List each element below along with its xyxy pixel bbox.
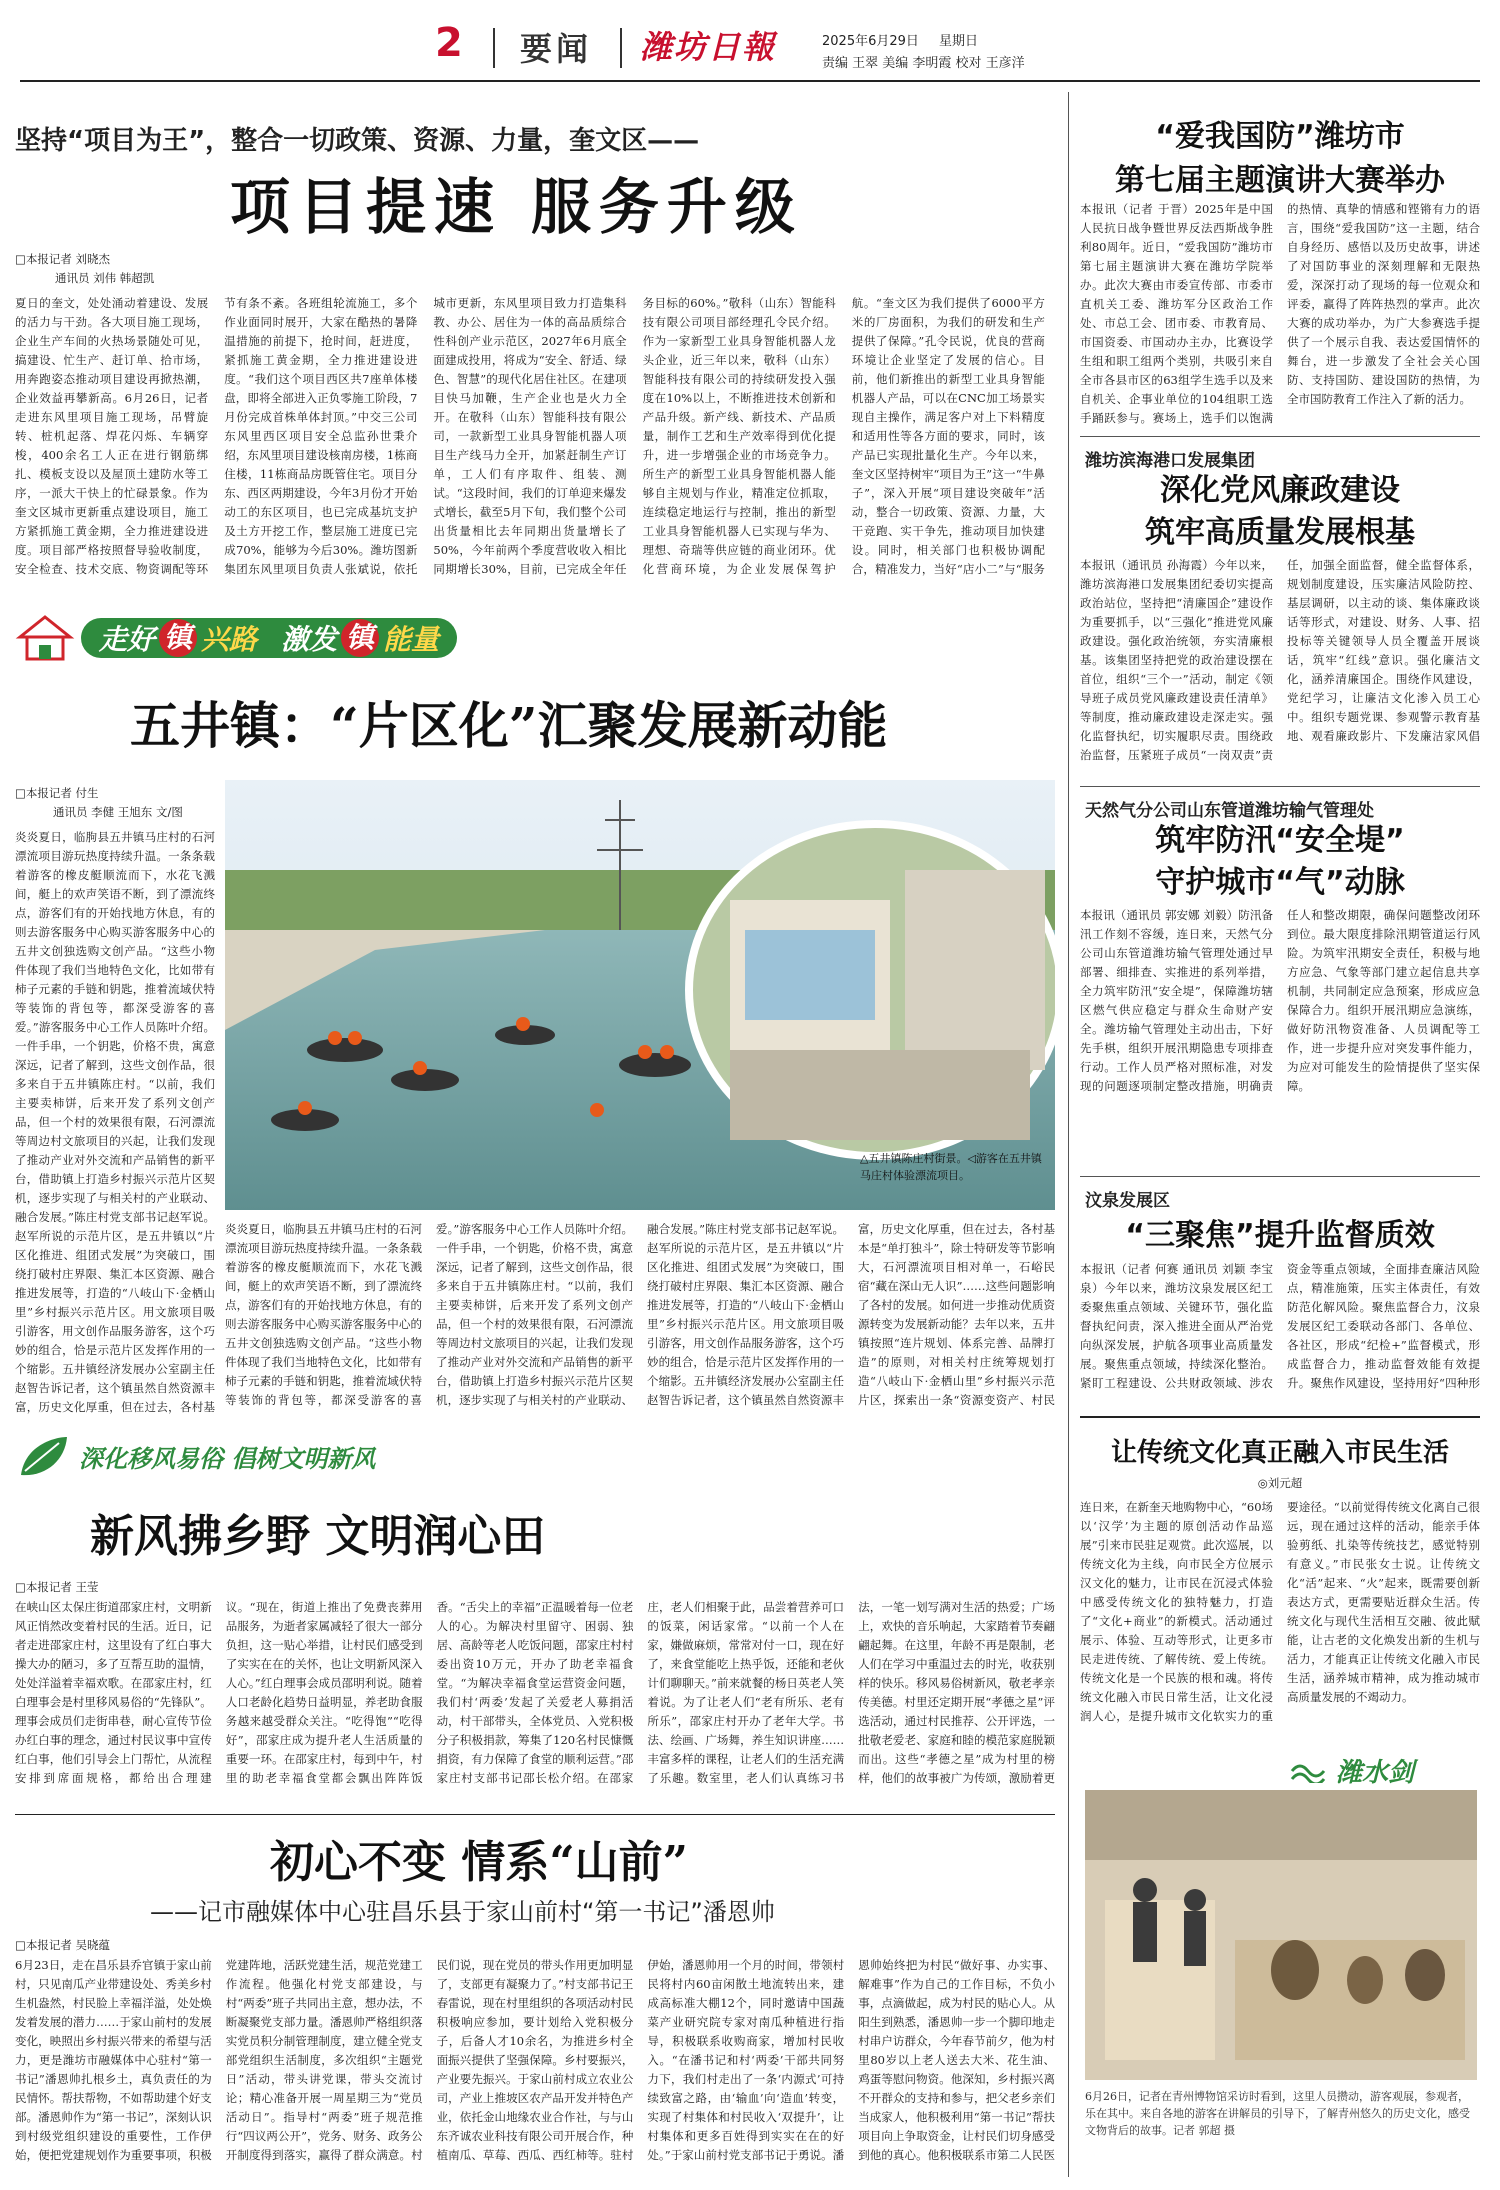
editor-credits: 责编 王翠 美编 李明霞 校对 王彦洋: [822, 56, 1025, 71]
article1-title: 项目提速 服务升级: [230, 173, 803, 243]
banner-ribbon: [81, 618, 457, 658]
wave-icon: [1290, 1759, 1330, 1783]
article8-kicker: 汶泉发展区: [1085, 1191, 1170, 1211]
weekday: 星期日: [939, 34, 979, 49]
byline-line: □本报记者 刘晓杰: [15, 252, 111, 266]
banner-word: 能量: [383, 623, 440, 656]
banner-text: 深化移风易俗 倡树文明新风: [79, 1444, 376, 1473]
article9-title: 让传统文化真正融入市民生活: [1110, 1438, 1449, 1468]
right-section-rule: [1080, 786, 1480, 787]
photo-rafting: [225, 780, 1055, 1210]
photo-rafting-image: [225, 780, 1055, 1210]
photo-museum-caption: 6月26日，记者在青州博物馆采访时看到，这里人员攒动，游客观展，参观者，乐在其中。来自各地的游客在讲解员的引导下，了解青州悠久的历史文化，感受文物背后的故事。记者 郭超 摄: [1085, 2090, 1470, 2137]
article1-byline: [15, 250, 255, 288]
article1-body: 夏日的奎文，处处涌动着建设、发展的活力与干劲。各大项目施工现场，企业生产车间的火热场景随处可见，搞建设、忙生产、赶订单、拾市场，用奔跑姿态推动项目建设再掀热潮，企业效益再攀新高。6月26日，记者走进东风里项目施工现场，吊臂旋转、桩机起落、焊花闪烁、车辆穿梭，400余名工人正在进行钢筋绑扎、模板支设以及屋顶土建防水等工序，一派大干快上的忙碌景象。作为奎文区城市更新重点建设项目，施工方紧抓施工黄金期，全力推进建设进度。项目部严格按照督导验收制度，安全检查、技术交底、物资调配等环节有条不紊。各班组轮流施工，多个作业面同时展开，大家在酷热的暑降温措施的前提下，抢时间，赶进度，紧抓施工黄金期，全力推进建设进度。“我们这个项目西区共7座单体楼盘，即将全部进入正负零施工阶段，7月份完成首株单体封顶。”中交三公司东风里西区项目安全总监孙世秉介绍，东风里项目建设核南房楼，1栋商住楼，11栋商品房既管住宅。项目分东、西区两期建设，今年3月份才开始动工的东区项目，也已完成基坑支护及土方开挖工作，整层施工进度已完成70%，能够为今后30%。潍坊图新集团东风里项目负责人张斌说，依托城市更新，东风里项目致力打造集科教、办公、居住为一体的高品质综合性科创产业示范区，2027年6月底全面建成投用，将成为“安全、舒适、绿色、智慧”的现代化居住社区。在建项目快马加鞭，生产企业也是火力全开。在敬科（山东）智能科技有限公司，一款新型工业具身智能机器人项目生产线马力全开，加紧赶制生产订单，工人们有序取件、组装、测试。“这段时间，我们的订单迎来爆发式增长，截至5月下旬，我们整个公司出货量相比去年同期出货量增长了50%，今年前两个季度营收收入相比同期增长30%，目前，已完成全年任务目标的60%。”敬科（山东）智能科技有限公司项目部经理孔令民介绍。作为一家新型工业具身智能机器人龙头企业，近三年以来，敬科（山东）智能科技有限公司的持续研发投入强度在10%以上，不断推进技术创新和产品升级。新产线、新技术、产品质量，制作工艺和生产效率得到优化提升，进一步增强企业的市场竞争力。所生产的新型工业具身智能机器人能够自主规划与作业，精准定位抓取，连续稳定地运行与控制，推出的新型工业具身智能机器人已实现与华为、理想、奇瑞等供应链的商业闭环。优化营商环境，为企业发展保驾护航。“奎文区为我们提供了6000平方米的厂房面积，为我们的研发和生产提供了保障。”孔令民说，优良的营商环境让企业坚定了发展的信心。目前，他们新推出的新型工业具身智能机器人产品，可以在CNC加工场景实现自主操作，满足客户对上下料精度和适用性等各方面的要求，同时，该产品已实现批量化生产。今年以来，奎文区坚持树牢“项目为王”这一“牛鼻子”，深入开展“项目建设突破年”活动，整合一切政策、资源、力量，大干竞跑、实干争先，推动项目加快建设。同时，相关部门也积极协调配合，精准发力，当好“店小二”与“服务: [15, 296, 1045, 576]
article3-body: 在峡山区太保庄街道邵家庄村，文明新风正悄然改变着村民的生活。近日，记者走进邵家庄村，这里设有了红白事大操大办的陋习，多了互帮互助的温情，处处洋溢着幸福欢歌。在邵家庄村，红白理事会是村里移风易俗的“先锋队”。理事会成员们走街串巷，耐心宣传节俭办红白事的理念，通过村民议事中宣传红白事，他们引导会上门帮忙，从流程安排到席面规格，都给出合理建议。“现在，街道上推出了免费丧葬用品服务，为逝者家属减轻了很大一部分负担，这一贴心举措，让村民们感受到了实实在在的关怀，也让文明新风深入人心。”红白理事会成员邵明利说。随着人口老龄化趋势日益明显，养老助食服务越来越受群众关注。“吃得饱”“吃得好”，邵家庄成为提升老人生活质量的重要一环。在邵家庄村，每到中午，村里的助老幸福食堂都会飘出阵阵饭香。“舌尖上的幸福”正温暖着每一位老人的心。为解决村里留守、困弱、独居、高龄等老人吃饭问题，邵家庄村村委出资10万元，开办了助老幸福食堂。“为解决幸福食堂运营资金问题，我们村‘两委’发起了关爱老人募捐活动，村干部带头，全体党员、入党积极分子积极捐款，筹集了120名村民慷慨捐资，有力保障了食堂的顺利运营。”邵家庄村支部书记邵长松介绍。在邵家庄，老人们相聚于此，品尝着营养可口的饭菜，闲话家常。“以前一个人在家，嫌做麻烦，常常对付一口，现在好了，来食堂能吃上热乎饭，还能和老伙计们聊聊天。”前来就餐的杨日英老人笑着说。为了让老人们“老有所乐、老有所乐”，邵家庄村开办了老年大学。书法、绘画、广场舞，养生知识讲座……丰富多样的课程，让老人们的生活充满了乐趣。数室里，老人们认真练习书法，一笔一划写满对生活的热爱；广场上，欢快的音乐响起，大家踏着节奏翩翩起舞。在这里，年龄不再是限制，老人们在学习中重温过去的时光，收获别样的快乐。移风易俗树新风，敬老孝亲传美德。村里还定期开展“孝德之星”评选活动，通过村民推荐、公开评选，一批敬老爱老、家庭和睦的模范家庭脱颖而出。这些“孝德之星”成为村里的榜样，他们的故事被广为传颂，激励着更: [15, 1600, 1055, 1785]
right-section-rule: [1080, 1416, 1480, 1418]
photo-column-title: 潍水剑: [1336, 1758, 1415, 1788]
title-line: 筑牢防汛“安全堤”: [1155, 823, 1405, 858]
article8-title: “三聚焦”提升监督质效: [1125, 1218, 1435, 1253]
article4-title: 初心不变 情系“山前”: [270, 1837, 688, 1888]
section-rule: [15, 1814, 1055, 1815]
byline-line: 通讯员 刘伟 韩超凯: [55, 271, 155, 285]
article8-body: 本报讯（记者 何赛 通讯员 刘颖 李宝泉）今年以来，潍坊汶泉发展区纪工委聚焦重点领域、关键环节，强化监督执纪问责，深入推进全面从严治党向纵深发展，护航各项事业高质量发展。聚焦重点领域，持续深化整治。紧盯工程建设、公共财政领域、涉农资金等重点领域，全面排查廉洁风险点，精准施策，压实主体责任，有效防范化解风险。聚焦监督合力，汶泉发展区纪工委联动各部门、各单位、各社区，形成“纪检+”监督模式，形成监督合力，推动监督效能有效提升。聚焦作风建设，坚持用好“四种形: [1080, 1262, 1480, 1390]
article3-title: 新风拂乡野 文明润心田: [90, 1511, 546, 1562]
house-icon: [15, 613, 75, 663]
photo-museum-image: [1085, 1790, 1477, 2080]
article6-body: 本报讯（通讯员 孙海霞）今年以来，潍坊滨海港口发展集团纪委切实提高政治站位，坚持把“清廉国企”建设作为重要抓手，以“三强化”推进党风廉政建设。强化政治统领，夯实清廉根基。该集团坚持把党的政治建设摆在首位，组织“三个一”活动，制定《领导班子成员党风廉政建设责任清单》等制度，推动廉政建设走深走实。强化监督执纪，切实履职尽责。围绕政治监督，压紧班子成员“一岗双责”责任，加强全面监督，健全监督体系，规划制度建设，压实廉洁风险防控、基层调研，以主动的谈、集体廉政谈话等形式，对建设、财务、人事、招投标等关键领导人员全覆盖开展谈话，筑牢“红线”意识。强化廉洁文化，涵养清廉国企。围绕作风建设，党纪学习，让廉洁文化渗入员工心中。组织专题党课、参观警示教育基地、观看廉政影片、下发廉洁家风倡: [1080, 558, 1480, 762]
article2-title: 五井镇：“片区化”汇聚发展新动能: [130, 696, 888, 755]
banner-civilization: [15, 1428, 475, 1484]
article6-kicker: 潍坊滨海港口发展集团: [1085, 451, 1255, 471]
article4-byline: □本报记者 吴晓蕴: [15, 1938, 111, 1952]
byline-line: 通讯员 李健 王旭东 文/图: [53, 805, 183, 819]
page-number: 2: [435, 20, 463, 66]
article9-body: 连日来，在新奎天地购物中心，“60场以‘汉学’为主题的原创活动作品巡展”引来市民驻足观赏。此次巡展，以传统文化为主线，向市民全方位展示汉文化的魅力，让市民在沉浸式体验中感受传统文化的独特魅力，打造了“文化+商业”的新模式。活动通过展示、体验、互动等形式，让更多市民走进传统、了解传统、爱上传统。传统文化是一个民族的根和魂。将传统文化融入市民日常生活，让文化浸润人心，是提升城市文化软实力的重要途径。“以前觉得传统文化离自己很远，现在通过这样的活动，能亲手体验剪纸、扎染等传统技艺，感觉特别有意义。”市民张女士说。让传统文化“活”起来、“火”起来，既需要创新表达方式，更需要贴近群众生活。传统文化与现代生活相互交融、彼此赋能，让古老的文化焕发出新的生机与活力，才能真正让传统文化融入市民生活，涵养城市精神，成为推动城市高质量发展的不竭动力。: [1080, 1500, 1480, 1723]
date: 2025年6月29日: [822, 34, 919, 49]
article7-kicker: 天然气分公司山东管道潍坊输气管理处: [1085, 801, 1374, 821]
masthead-rule: [20, 80, 1480, 82]
article4-subtitle: ——记市融媒体中心驻昌乐县于家山前村“第一书记”潘恩帅: [150, 1898, 775, 1926]
masthead-separator: [493, 28, 495, 68]
banner-word: 走好: [99, 623, 156, 656]
paper-logo: 潍坊日報: [640, 28, 777, 66]
banner-word: 激发: [281, 623, 338, 656]
article2-body-left: 炎炎夏日，临朐县五井镇马庄村的石河漂流项目游玩热度持续升温。一条条载着游客的橡皮艇顺流而下，水花飞溅间，艇上的欢声笑语不断，到了漂流终点，游客们有的开始找地方休息，有的则去游客服务中心购买游客服务中心的五井文创独选购文创产品。“这些小物件体现了我们当地特色文化，比如带有柿子元素的手链和钥匙，推着流域伏特等装饰的背包等，都深受游客的喜爱。”游客服务中心工作人员陈叶介绍。一件手串，一个钥匙，价格不贵，寓意深远，记者了解到，这些文创作品，很多来自于五井镇陈庄村。“以前，我们主要卖柿饼，后来开发了系列文创产品，但一个村的效果很有限，石河漂流等周边村文旅项目的兴起，让我们发现了推动产业对外交流和产品销售的新平台，借助镇上打造乡村振兴示范片区契机，逐步实现了与相关村的产业联动、融合发展。”陈庄村党支部书记赵军说。赵军所说的示范片区，是五井镇以“片区化推进、组团式发展”为突破口，围绕打破村庄界限、集汇本区资源、融合推进发展等，打造的“八岐山下·金栖山里”乡村振兴示范片区。用文旅项目吸引游客，用文创作品服务游客，这个巧妙的组合，恰是示范片区发挥作用的一个缩影。五井镇经济发展办公室副主任赵智告诉记者，这个镇虽然自然资源丰富，历史文化厚重，但在过去，各村基: [15, 830, 215, 1414]
title-line: 守护城市“气”动脉: [1155, 865, 1405, 900]
article3-byline: □本报记者 王莹: [15, 1580, 99, 1594]
article2-body-cols: 炎炎夏日，临朐县五井镇马庄村的石河漂流项目游玩热度持续升温。一条条载着游客的橡皮艇顺流而下，水花飞溅间，艇上的欢声笑语不断，到了漂流终点，游客们有的开始找地方休息，有的则去游客服务中心购买游客服务中心的五井文创独选购文创产品。“这些小物件体现了我们当地特色文化，比如带有柿子元素的手链和钥匙，推着流域伏特等装饰的背包等，都深受游客的喜爱。”游客服务中心工作人员陈叶介绍。一件手串，一个钥匙，价格不贵，寓意深远，记者了解到，这些文创作品，很多来自于五井镇陈庄村。“以前，我们主要卖柿饼，后来开发了系列文创产品，但一个村的效果很有限，石河漂流等周边村文旅项目的兴起，让我们发现了推动产业对外交流和产品销售的新平台，借助镇上打造乡村振兴示范片区契机，逐步实现了与相关村的产业联动、融合发展。”陈庄村党支部书记赵军说。赵军所说的示范片区，是五井镇以“片区化推进、组团式发展”为突破口，围绕打破村庄界限、集汇本区资源、融合推进发展等，打造的“八岐山下·金栖山里”乡村振兴示范片区。用文旅项目吸引游客，用文创作品服务游客，这个巧妙的组合，恰是示范片区发挥作用的一个缩影。五井镇经济发展办公室副主任赵智告诉记者，这个镇虽然自然资源丰富，历史文化厚重，但在过去，各村基本是“单打独斗”，除士特研发等节影响大，石河漂流项目相对单一，石峪民宿“藏在深山无人识”……这些问题影响了各村的发展。如何进一步推动优质资源转变为发展新动能？去年以来，五井镇按照“连片规划、体系完善、品牌打造”的原则，对相关村庄统筹规划打造“八岐山下·金栖山里”乡村振兴示范片区，探索出一条“资源变资产、村民: [225, 1222, 1055, 1407]
photo-rafting-caption: △五井镇陈庄村街景。◁游客在五井镇马庄村体验漂流项目。: [860, 1152, 1042, 1182]
article5-body: 本报讯（记者 于晋）2025年是中国人民抗日战争暨世界反法西斯战争胜利80周年。近日，“爱我国防”潍坊市第七届主题演讲大赛在潍坊学院举办。此次大赛由市委宣传部、市委市直机关工委、潍坊军分区政治工作处、市总工会、团市委、市教育局、市国资委、市国动办主办，比赛设学生组和职工组两个类别，共吸引来自全市各县市区的63组学生选手以及来自机关、企事业单位的104组职工选手踊跃参与。赛场上，选手们以饱满的热情、真挚的情感和铿锵有力的语言，围绕“爱我国防”这一主题，结合自身经历、感悟以及历史故事，讲述了对国防事业的深刻理解和无限热爱，深深打动了现场的每一位观众和评委，赢得了阵阵热烈的掌声。此次大赛的成功举办，为广大参赛选手提供了一个展示自我、表达爱国情怀的舞台，进一步激发了全社会关心国防、支持国防、建设国防的热情，为全市国防教育工作注入了新的活力。: [1080, 202, 1480, 425]
title-line: 深化党风廉政建设: [1160, 473, 1400, 508]
green-leaf-icon: [15, 1431, 71, 1481]
banner-town-development: [15, 610, 635, 666]
right-section-rule: [1080, 1176, 1480, 1177]
title-line: “爱我国防”潍坊市: [1155, 119, 1405, 154]
masthead-separator: [620, 28, 622, 68]
article7-title: [1080, 820, 1480, 904]
article1-kicker: 坚持“项目为王”，整合一切政策、资源、力量，奎文区——: [15, 126, 700, 156]
article6-title: [1080, 470, 1480, 554]
article4-body: 6月23日，走在昌乐县乔官镇于家山前村，只见南瓜产业带建设处、秀美乡村生机盎然，村民脸上幸福洋溢，处处焕发着发展的潜力……于家山前村的发展变化，映照出乡村振兴带来的希望与活力，更是潍坊市融媒体中心驻村“第一书记”潘恩帅扎根乡土，真负责任的为民情怀。帮扶帮物，不如帮助建个好支部。潘恩帅作为“第一书记”，深刻认识到村级党组织建设的重要性，工作伊始，便把党建规划作为重要事项，积极党建阵地，活跃党建生活，规范党建工作流程。他强化村党支部建设，与村“两委”班子共同出主意，想办法，不断凝聚党支部力量。潘恩帅严格组织落实党员积分制管理制度，建立健全党支部党组织生活制度，多次组织“主题党日”活动，带头讲党课，带头交流讨论；精心准备开展一周星期三为“党员活动日”。指导村“两委”班子规范推行“四议两公开”，党务、财务、政务公开制度得到落实，赢得了群众满意。村民们说，现在党员的带头作用更加明显了，支部更有凝聚力了。”村支部书记王春雷说，现在村里组织的各项活动村民积极响应参加，要计划给入党积极分子，后备人才10余名，为推进乡村全面振兴提供了坚强保障。乡村要振兴，产业要先振兴。于家山前村成立农业公司，产业上推坡区农产品开发并特色产业，依托金山地缘农业合作社，与与山东齐诚农业科技有限公司开展合作，种植南瓜、草莓、西瓜、西红柿等。驻村伊始，潘恩帅用一个月的时间，带领村民将村内60亩闲散土地流转出来，建成高标准大棚12个，同时邀请中国蔬菜产业研究院专家对南瓜种植进行指导，积极联系收购商家，增加村民收入。“在潘书记和村‘两委’干部共同努力下，我们村走出了一条‘内源式’可持续致富之路，由‘输血’向‘造血’转变，实现了村集体和村民收入‘双提升’，让村集体和更多百姓得到实实在在的好处。”于家山前村党支部书记于勇说。潘恩帅始终把为村民“做好事、办实事、解难事”作为自己的工作目标，不负小事，点滴做起，成为村民的贴心人。从阳生到熟悉，潘恩帅一步一个脚印地走村串户访群众，今年春节前夕，他为村里80岁以上老人送去大米、花生油、鸡蛋等慰问物资。他深知，乡村振兴离不开群众的支持和参与，把父老乡亲们当成家人，他积极利用“第一书记”帮扶项目向上争取资金，让村民们切身感受到他的真心。他积极联系市第二人民医: [15, 1958, 1055, 2162]
title-line: 筑牢高质量发展根基: [1145, 515, 1415, 550]
article2-byline: [15, 784, 205, 822]
section-title: 要闻: [520, 30, 593, 68]
banner-seal: 镇: [341, 619, 379, 657]
article5-title: [1080, 115, 1480, 203]
title-line: 第七届主题演讲大赛举办: [1115, 163, 1445, 198]
banner-word: 兴路: [201, 623, 258, 656]
banner-seal: 镇: [159, 619, 197, 657]
photo-museum: [1085, 1790, 1477, 2080]
article7-body: 本报讯（通讯员 郭安娜 刘毅）防汛备汛工作刻不容缓，连日来，天然气分公司山东管道潍坊输气管理处通过早部署、细排查、实推进的系列举措，全力筑牢防汛“安全堤”，保障潍坊辖区燃气供应稳定与群众生命财产安全。潍坊输气管理处主动出击，下好先手棋，组织开展汛期隐患专项排查行动。工作人员严格对照标准，对发现的问题逐项制定整改措施，明确责任人和整改期限，确保问题整改闭环到位。最大限度排除汛期管道运行风险。为筑牢汛期安全责任，积极与地方应急、气象等部门建立起信息共享机制，共同制定应急预案，形成应急保障合力。组织开展汛期应急演练，做好防汛物资准备、人员调配等工作，进一步提升应对突发事件能力，为应对可能发生的险情提供了坚实保障。: [1080, 908, 1480, 1093]
issue-date: [822, 30, 978, 49]
right-column-divider: [1068, 92, 1069, 2177]
byline-line: □本报记者 付生: [15, 786, 99, 800]
right-section-rule: [1080, 436, 1480, 437]
photo-column-label: [1290, 1752, 1414, 1789]
article9-byline: ◎刘元超: [1257, 1476, 1303, 1490]
